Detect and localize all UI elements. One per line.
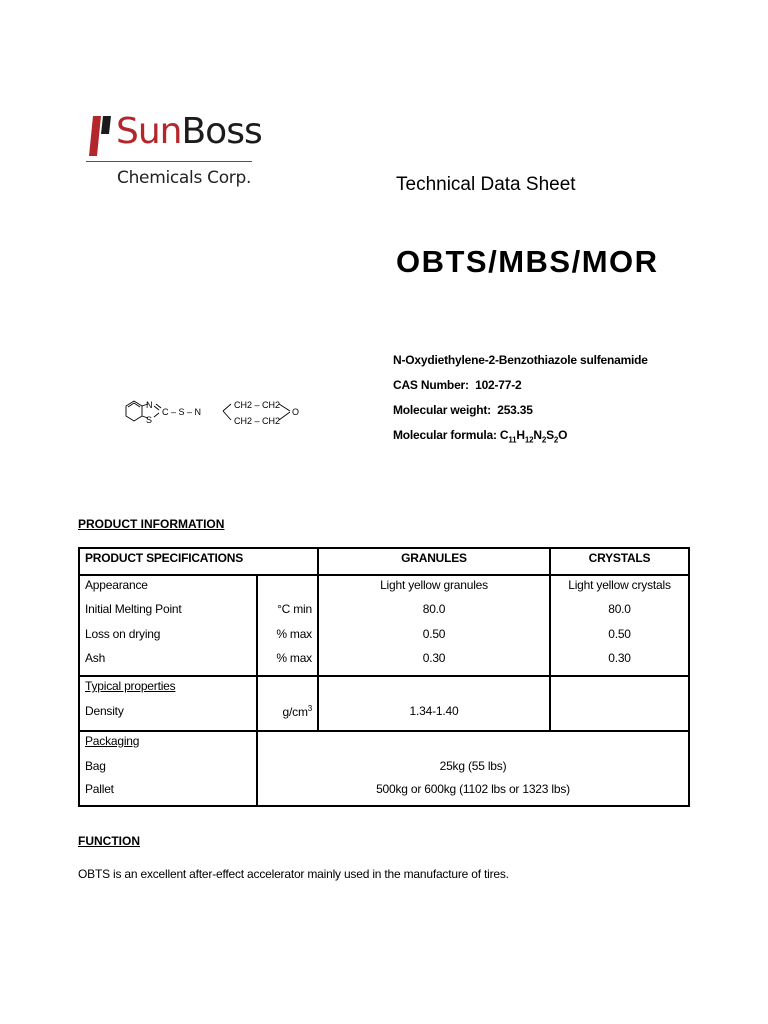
spec-granules-value: 80.0: [422, 602, 446, 616]
cas-value: 102-77-2: [475, 378, 522, 392]
logo-subtitle: Chemicals Corp.: [117, 168, 252, 188]
spec-unit: % max: [276, 651, 312, 665]
structure-n-label: N: [146, 400, 153, 410]
typical-property-value: 1.34-1.40: [409, 704, 459, 718]
spec-crystals-value: 0.30: [608, 651, 631, 665]
packaging-item-value: 25kg (55 lbs): [439, 759, 507, 773]
spec-crystals-value: 80.0: [608, 602, 631, 616]
spec-granules-value: 0.50: [422, 627, 446, 641]
molecular-formula: $C_{11}H_{12}N_2S_2O$: [499, 428, 568, 445]
table-header-divider: [78, 574, 690, 576]
cas-number-line: [393, 378, 522, 392]
spec-crystals-value: 0.50: [608, 627, 631, 641]
spec-name: Loss on drying: [85, 627, 161, 641]
logo-word-boss: Boss: [181, 111, 262, 152]
packaging-item-name: Pallet: [85, 782, 114, 796]
mw-value: 253.35: [497, 403, 533, 417]
table-divider-packaging: [78, 730, 690, 732]
table-divider-typical: [78, 675, 690, 677]
table-border-top: [78, 547, 690, 549]
benzene-ring: [126, 401, 142, 421]
mf-label: Molecular formula:: [393, 428, 497, 442]
packaging-heading: Packaging: [85, 734, 140, 748]
packaging-item-name: Bag: [85, 759, 106, 773]
product-information-heading: PRODUCT INFORMATION: [78, 517, 225, 531]
spec-granules-value: Light yellow granules: [380, 578, 488, 592]
col-header-crystals: CRYSTALS: [588, 551, 651, 565]
structure-ch2-top: CH2 – CH2: [234, 400, 281, 410]
structure-ch2-bottom: CH2 – CH2: [234, 416, 281, 426]
packaging-item-value: 500kg or 600kg (1102 lbs or 1323 lbs): [376, 782, 570, 796]
molecular-weight-line: [393, 403, 533, 417]
logo-wordmark: [116, 108, 262, 156]
cas-label: CAS Number:: [393, 378, 469, 392]
spec-unit: °C min: [277, 602, 312, 616]
chemical-name: N-Oxydiethylene-2-Benzothiazole sulfenamide: [393, 353, 648, 367]
table-border-bottom: [78, 805, 690, 807]
col-header-spec: PRODUCT SPECIFICATIONS: [85, 551, 244, 565]
spec-name: Ash: [85, 651, 106, 665]
molecular-formula-line: [393, 428, 567, 444]
chemical-structure-diagram: [122, 394, 312, 436]
spec-name: Appearance: [85, 578, 148, 592]
typical-property-name: Density: [85, 704, 124, 718]
sunboss-logo-mark-icon: [89, 114, 115, 158]
table-border-right: [688, 547, 690, 807]
logo-word-sun: Sun: [116, 111, 182, 152]
mw-label: Molecular weight:: [393, 403, 491, 417]
function-heading: FUNCTION: [78, 834, 140, 848]
logo-divider: [86, 161, 252, 162]
function-description: OBTS is an excellent after-effect accelerator mainly used in the manufacture of tires.: [78, 867, 509, 881]
structure-s-label: S: [146, 415, 153, 425]
structure-chain-label: C – S – N: [162, 407, 202, 417]
structure-o-label: O: [292, 407, 300, 417]
company-logo: [84, 106, 260, 196]
document-title: OBTS/MBS/MOR: [396, 244, 659, 279]
typical-properties-heading: Typical properties: [85, 679, 176, 693]
typical-property-unit: $g/cm^3$: [282, 704, 312, 719]
table-border-left: [78, 547, 80, 807]
spec-unit: % max: [276, 627, 312, 641]
col-header-granules: GRANULES: [401, 551, 467, 565]
spec-granules-value: 0.30: [422, 651, 446, 665]
document-type: Technical Data Sheet: [396, 174, 576, 195]
spec-name: Initial Melting Point: [85, 602, 182, 616]
spec-crystals-value: Light yellow crystals: [568, 578, 671, 592]
